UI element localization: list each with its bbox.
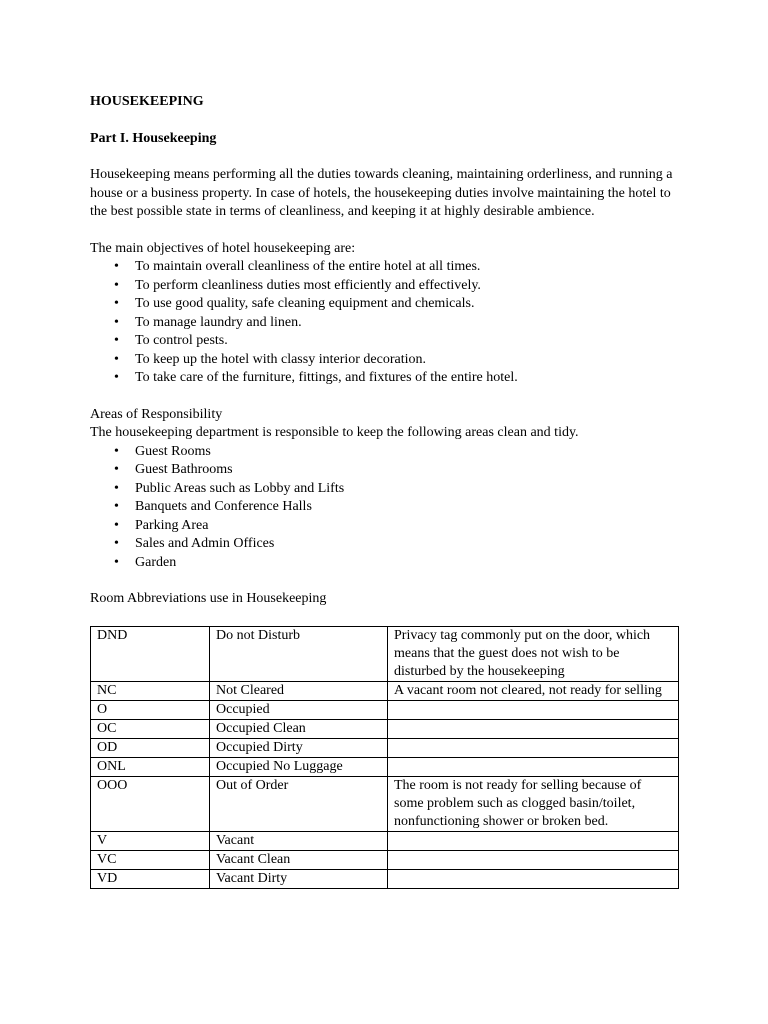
abbr-note-cell <box>388 719 679 738</box>
bullet-icon: • <box>114 259 119 274</box>
abbr-meaning-cell: Out of Order <box>210 776 388 831</box>
areas-heading: Areas of Responsibility <box>90 406 223 422</box>
abbr-code-cell: NC <box>91 681 210 700</box>
list-item-text: To maintain overall cleanliness of the entire hotel at all times. <box>135 259 481 274</box>
abbr-code-cell: VD <box>91 869 210 888</box>
list-item-text: Public Areas such as Lobby and Lifts <box>135 480 345 496</box>
list-item-text: Guest Rooms <box>135 443 211 459</box>
table-row <box>91 850 679 869</box>
bullet-icon: • <box>114 443 119 459</box>
table-row <box>91 757 679 776</box>
intro-paragraph: Housekeeping means performing all the duties towards cleaning, maintaining orderliness, and running a house or a business property. In case of hotels, the housekeeping duties involve maintaining the hotel to the best possible state in terms of cleanliness, and keeping it at highly desirable ambience. <box>90 167 673 219</box>
bullet-icon: • <box>114 517 119 533</box>
list-item <box>90 443 690 462</box>
bullet-icon: • <box>114 480 119 496</box>
list-item-text: To take care of the furniture, fittings, and fixtures of the entire hotel. <box>135 370 518 385</box>
abbr-note-cell <box>388 831 679 850</box>
abbreviations-heading: Room Abbreviations use in Housekeeping <box>90 591 327 606</box>
areas-list <box>90 443 690 573</box>
abbreviations-table <box>90 626 679 889</box>
abbr-note-cell <box>388 700 679 719</box>
objectives-heading: The main objectives of hotel housekeeping are: <box>90 240 356 256</box>
abbr-meaning-cell: Vacant Dirty <box>210 869 388 888</box>
bullet-icon: • <box>114 462 119 477</box>
abbr-note-cell <box>388 757 679 776</box>
abbr-meaning-cell: Do not Disturb <box>210 626 388 681</box>
bullet-icon: • <box>114 536 119 551</box>
list-item-text: To use good quality, safe cleaning equipment and chemicals. <box>135 296 475 311</box>
abbr-code-cell: VC <box>91 850 210 869</box>
list-item <box>90 517 690 536</box>
list-item-text: Parking Area <box>135 517 209 533</box>
abbr-note-cell: Privacy tag commonly put on the door, which means that the guest does not wish to be disturbed by the housekeeping <box>388 626 679 681</box>
table-row <box>91 681 679 700</box>
list-item <box>90 295 690 314</box>
abbr-code-cell: O <box>91 700 210 719</box>
list-item-text: To keep up the hotel with classy interior decoration. <box>135 351 426 367</box>
abbr-code-cell: OC <box>91 719 210 738</box>
list-item-text: To perform cleanliness duties most efficiently and effectively. <box>135 277 481 293</box>
areas-section <box>90 406 690 573</box>
abbr-note-cell <box>388 850 679 869</box>
abbr-code-cell: V <box>91 831 210 850</box>
list-item <box>90 369 690 388</box>
abbr-meaning-cell: Vacant <box>210 831 388 850</box>
abbr-meaning-cell: Occupied <box>210 700 388 719</box>
abbr-code-cell: OD <box>91 738 210 757</box>
list-item <box>90 498 690 517</box>
abbr-code-cell: OOO <box>91 776 210 831</box>
table-row <box>91 776 679 831</box>
list-item <box>90 480 690 499</box>
list-item-text: To manage laundry and linen. <box>135 314 302 330</box>
abbr-meaning-cell: Not Cleared <box>210 681 388 700</box>
abbr-note-cell <box>388 869 679 888</box>
list-item <box>90 258 690 277</box>
list-item <box>90 554 690 573</box>
list-item <box>90 277 690 296</box>
bullet-icon: • <box>114 370 119 385</box>
abbr-meaning-cell: Vacant Clean <box>210 850 388 869</box>
list-item <box>90 535 690 554</box>
abbr-note-cell: A vacant room not cleared, not ready for selling <box>388 681 679 700</box>
table-row <box>91 831 679 850</box>
bullet-icon: • <box>114 351 119 367</box>
bullet-icon: • <box>114 333 119 348</box>
list-item <box>90 314 690 333</box>
objectives-list <box>90 258 690 388</box>
table-row <box>91 700 679 719</box>
list-item-text: Garden <box>135 554 177 570</box>
list-item <box>90 351 690 370</box>
table-row <box>91 719 679 738</box>
table-row <box>91 738 679 757</box>
list-item <box>90 461 690 480</box>
abbr-note-cell: The room is not ready for selling because of some problem such as clogged basin/toilet, nonfunctioning shower or broken bed. <box>388 776 679 831</box>
list-item-text: Banquets and Conference Halls <box>135 499 312 514</box>
abbr-code-cell: DND <box>91 626 210 681</box>
list-item-text: To control pests. <box>135 333 228 348</box>
bullet-icon: • <box>114 277 119 293</box>
document-content <box>90 93 690 889</box>
abbr-code-cell: ONL <box>91 757 210 776</box>
bullet-icon: • <box>114 314 119 330</box>
list-item <box>90 332 690 351</box>
abbr-meaning-cell: Occupied No Luggage <box>210 757 388 776</box>
bullet-icon: • <box>114 296 119 311</box>
table-row <box>91 869 679 888</box>
table-row <box>91 626 679 681</box>
abbr-meaning-cell: Occupied Clean <box>210 719 388 738</box>
document-title: HOUSEKEEPING <box>90 94 204 109</box>
part-heading: Part I. Housekeeping <box>90 130 217 146</box>
abbr-note-cell <box>388 738 679 757</box>
list-item-text: Guest Bathrooms <box>135 462 233 477</box>
bullet-icon: • <box>114 499 119 514</box>
abbr-meaning-cell: Occupied Dirty <box>210 738 388 757</box>
areas-intro: The housekeeping department is responsible to keep the following areas clean and tidy. <box>90 425 579 440</box>
bullet-icon: • <box>114 554 119 570</box>
list-item-text: Sales and Admin Offices <box>135 536 275 551</box>
